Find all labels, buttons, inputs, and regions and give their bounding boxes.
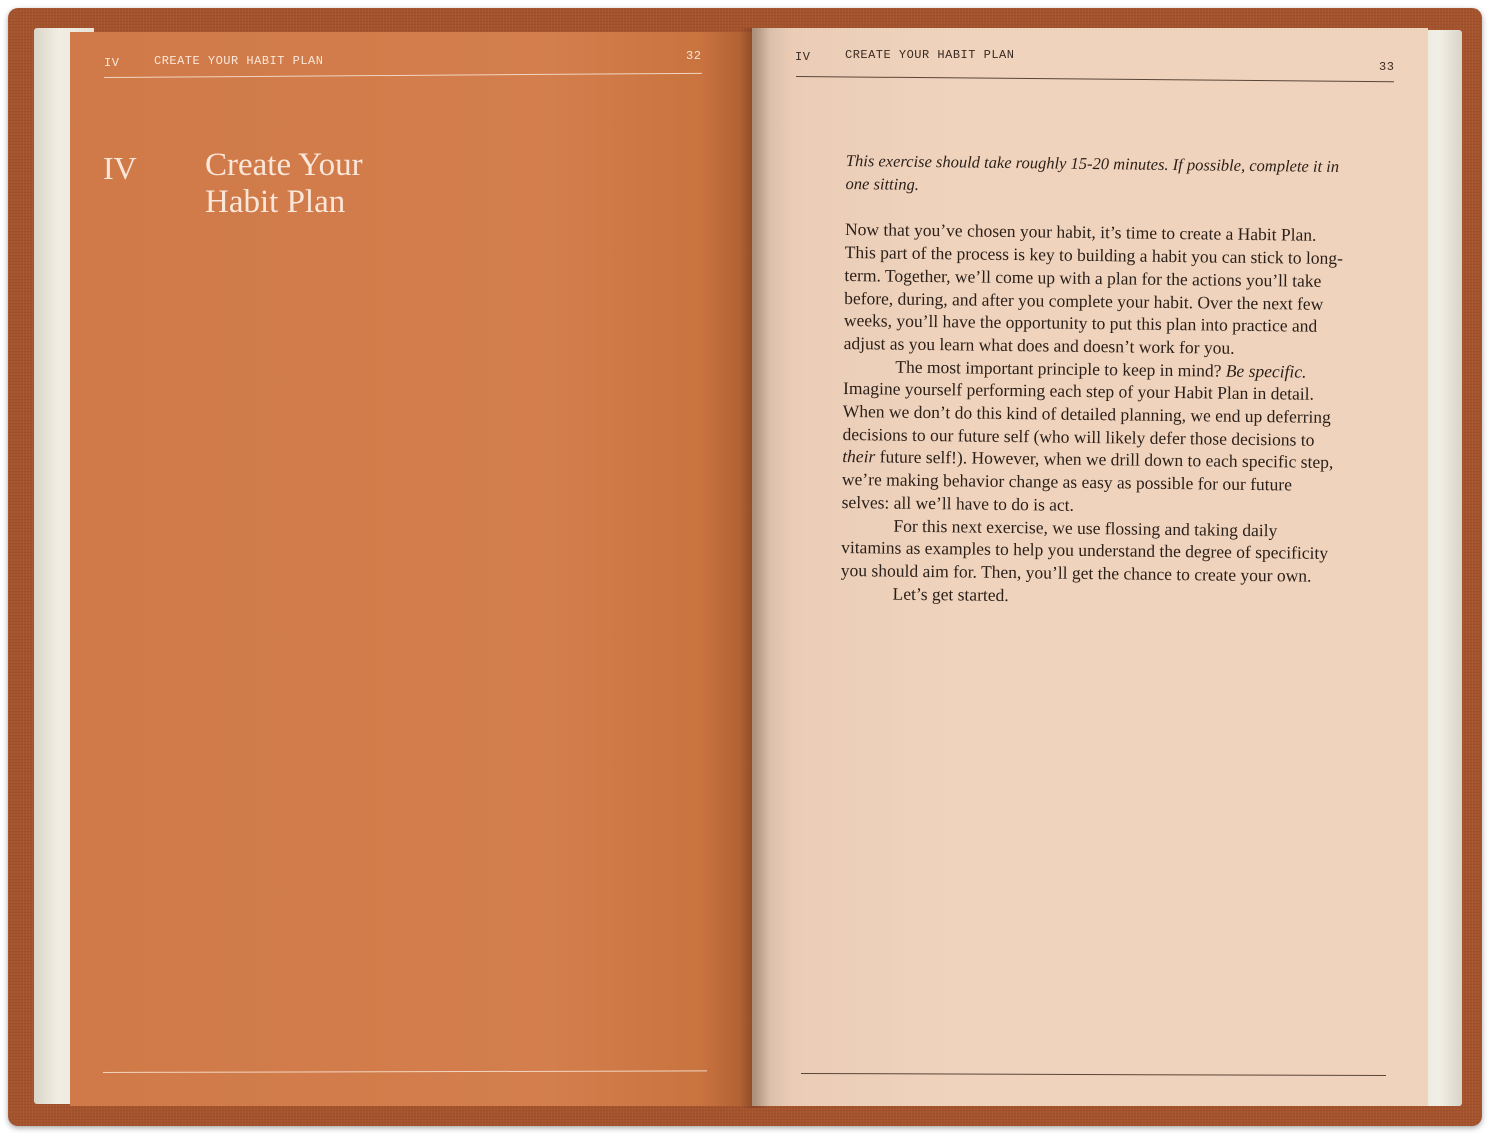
paragraph-2: [842, 355, 1344, 520]
chapter-title-line2: Habit Plan: [205, 184, 346, 220]
paragraph-2-part-a: The most important principle to keep in mind?: [895, 356, 1226, 381]
left-page-number: 32: [686, 49, 702, 63]
paragraph-2-part-b: Imagine yourself performing each step of your Habit Plan in detail. When we don’t do this kind of detailed planning, we end up deferring decisions to our future self (who will likely defer those decisions to: [842, 378, 1332, 450]
left-header-chapter: IV: [104, 56, 120, 70]
paragraph-3: For this next exercise, we use flossing and taking daily vitamins as examples to help you understand the degree of specificity you should aim for. Then, you’ll get the chance to create your own.: [840, 515, 1329, 586]
right-header-title: CREATE YOUR HABIT PLAN: [845, 48, 1015, 62]
paragraph-2-part-c: future self!). However, when we drill down to each specific step, we’re making behavior change as easy as possible for our future selves: all we’ll have to do is act.: [841, 446, 1334, 515]
paragraph-2-emphasis: Be specific.: [1225, 360, 1307, 382]
right-header-chapter: IV: [795, 50, 811, 64]
chapter-title: [205, 147, 525, 221]
paragraph-4: Let’s get started.: [892, 583, 1009, 605]
spine-shadow: [740, 28, 770, 1108]
chapter-numeral: IV: [103, 150, 137, 186]
intro-note: This exercise should take roughly 15-20 minutes. If possible, complete it in one sitting.: [845, 150, 1340, 194]
right-page-number: 33: [1379, 60, 1395, 74]
paragraph-2-emphasis-2: their: [842, 446, 876, 467]
paragraph-1: Now that you’ve chosen your habit, it’s time to create a Habit Plan. This part of the process is key to building a habit you can stick to long-term. Together, we’ll come up with a plan for the actions you’ll take before, during, and after you complete your habit. Over the next few weeks, you’ll have the opportunity to put this plan into practice and adjust as you learn what does and doesn’t work for you.: [843, 219, 1344, 358]
left-header-title: CREATE YOUR HABIT PLAN: [154, 54, 324, 68]
body-text: [840, 150, 1346, 610]
chapter-title-line1: Create Your: [205, 147, 363, 183]
